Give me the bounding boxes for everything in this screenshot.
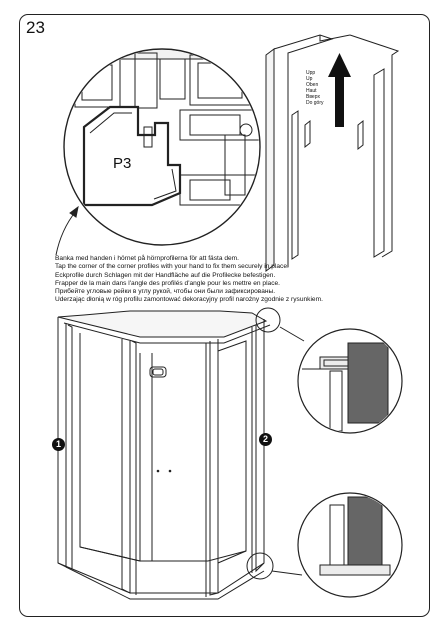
- instruction-line-de: Eckprofile durch Schlagen mit der Handfläche auf die Profilecke befestigen.: [55, 271, 276, 279]
- instruction-line-en: Tap the corner of the corner profiles with your hand to fix them securely in place.: [55, 263, 289, 271]
- assembly-illustration: [20, 15, 429, 616]
- callout-badge-1: 1: [52, 438, 65, 451]
- direction-label: Up: [306, 76, 313, 82]
- direction-label: Upp: [306, 70, 316, 76]
- magnified-detail: [60, 49, 275, 245]
- direction-label: Oben: [306, 82, 319, 88]
- shower-cabin-drawing: [58, 311, 270, 599]
- pointer-arrow: [56, 207, 78, 255]
- up-arrow-icon: [328, 53, 351, 127]
- direction-label: Do góry: [306, 100, 324, 106]
- direction-label: Вверх: [306, 94, 320, 100]
- step-number: 23: [26, 18, 45, 37]
- instruction-text: [55, 255, 425, 305]
- direction-label: Haut: [306, 88, 317, 94]
- callout-badge-2: 2: [259, 433, 272, 446]
- detail-circle-top: [298, 329, 402, 433]
- instruction-line-ru: Прибейте угловые рейки в углу рукой, чтобы они были зафиксированы.: [55, 288, 276, 296]
- instruction-line-sv: Banka med handen i hörnet på hörnprofilerna för att fästa dem.: [55, 255, 240, 262]
- instruction-page: [19, 14, 430, 617]
- direction-labels: [306, 70, 324, 106]
- instruction-line-fr: Frapper de la main dans l'angle des profilés d'angle pour les mettre en place.: [55, 279, 281, 287]
- instruction-line-pl: Uderzając dłonią w róg profilu zamontować dekoracyjny profil narożny zgodnie z rysunkiem.: [55, 296, 323, 304]
- part-label: P3: [113, 155, 132, 172]
- detail-circle-bottom: [298, 493, 402, 597]
